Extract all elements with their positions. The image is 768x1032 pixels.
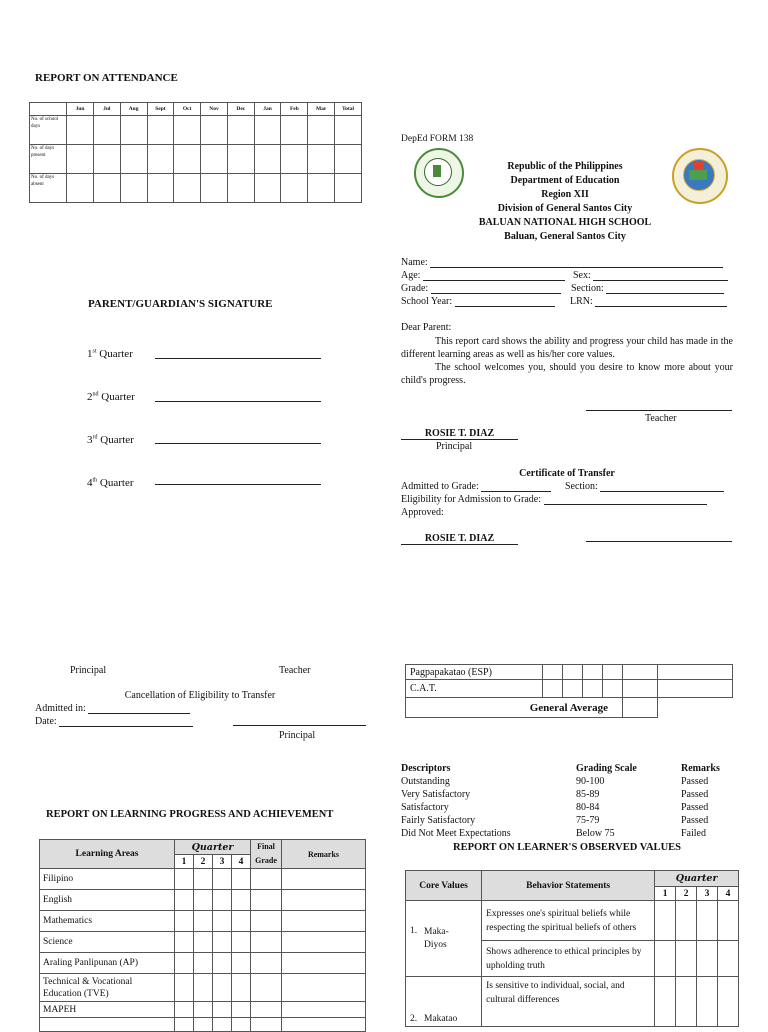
col-final-grade: Final Grade — [251, 840, 282, 869]
header-line: Region XII — [541, 189, 589, 200]
learning-area: Filipino — [40, 869, 175, 890]
esp-subject: C.A.T. — [406, 680, 543, 698]
quarter-2-label: 2nd Quarter — [87, 391, 135, 403]
table-row — [406, 665, 733, 680]
attendance-corner-cell — [30, 103, 67, 116]
month-header: Jul — [93, 103, 120, 116]
values-table — [405, 870, 739, 1027]
month-header: Sept — [147, 103, 174, 116]
attendance-row-label: No. of days present — [30, 145, 67, 174]
header-line: Department of Education — [510, 175, 620, 186]
behavior-statement: Expresses one's spiritual beliefs while respecting the spiritual beliefs of others — [482, 901, 655, 941]
col-behavior: Behavior Statements — [482, 871, 655, 901]
admitted-to-grade-field[interactable]: Admitted to Grade: — [401, 481, 551, 492]
descriptor-row: Fairly Satisfactory 75-79 Passed — [401, 815, 709, 826]
quarter-number: 1 — [655, 887, 676, 901]
cancellation-title: Cancellation of Eligibility to Transfer — [124, 690, 276, 701]
admitted-in-field[interactable]: Admitted in: — [35, 703, 190, 714]
general-average-row — [406, 698, 733, 718]
learning-table — [39, 839, 366, 1032]
approved-label: Approved: — [401, 507, 444, 518]
month-header: Oct — [174, 103, 201, 116]
age-field[interactable]: Age: — [401, 270, 565, 281]
transfer-section-field[interactable]: Section: — [565, 481, 724, 492]
cancellation-principal-label: Principal — [279, 730, 316, 741]
attendance-row-label: No. of school days — [30, 116, 67, 145]
date-field[interactable]: Date: — [35, 716, 193, 727]
month-header: Feb — [281, 103, 308, 116]
quarter-3-signature-line[interactable] — [155, 443, 321, 444]
general-average-label: General Average — [406, 698, 623, 718]
learning-area: Araling Panlipunan (AP) — [40, 953, 175, 974]
transfer-title: Certificate of Transfer — [519, 468, 615, 479]
core-value-makadiyos: 1. Maka-Diyos — [406, 901, 482, 977]
table-row — [406, 977, 739, 1027]
table-row — [40, 953, 366, 974]
table-row — [40, 890, 366, 911]
month-header: Aug — [120, 103, 147, 116]
name-field[interactable]: Name: — [401, 257, 723, 268]
header-line: Baluan, General Santos City — [504, 231, 626, 242]
month-header: Dec — [227, 103, 254, 116]
descriptor-row: Satisfactory 80-84 Passed — [401, 802, 709, 813]
col-quarter: Quarter — [175, 840, 251, 855]
attendance-row — [30, 116, 362, 145]
learning-area: English — [40, 890, 175, 911]
values-title: REPORT ON LEARNER'S OBSERVED VALUES — [453, 842, 681, 853]
descriptors-table — [401, 762, 720, 840]
letter-paragraph-2: The school welcomes you, should you desire to know more about your child's progress. — [401, 362, 733, 386]
teacher-signature-line[interactable] — [586, 410, 732, 411]
form-number: DepEd FORM 138 — [401, 134, 474, 144]
remarks-header: Remarks — [681, 763, 720, 774]
quarter-number: 1 — [175, 855, 194, 869]
left-principal-label: Principal — [70, 665, 107, 676]
quarter-number: 2 — [676, 887, 697, 901]
month-header: Total — [335, 103, 362, 116]
transfer-principal-name: ROSIE T. DIAZ — [401, 533, 518, 545]
table-row — [40, 1002, 366, 1018]
attendance-row — [30, 174, 362, 203]
behavior-statement: Is sensitive to individual, social, and cultural differences — [482, 977, 655, 1027]
header-line: BALUAN NATIONAL HIGH SCHOOL — [478, 217, 652, 228]
attendance-title: REPORT ON ATTENDANCE — [35, 72, 178, 84]
attendance-row-label: No. of days absent — [30, 174, 67, 203]
month-header: Jan — [254, 103, 281, 116]
sex-field[interactable]: Sex: — [573, 270, 728, 281]
esp-table — [405, 664, 733, 718]
learning-area: Mathematics — [40, 911, 175, 932]
quarter-4-signature-line[interactable] — [155, 484, 321, 485]
cancellation-principal-line[interactable] — [233, 725, 366, 726]
quarter-number: 4 — [232, 855, 251, 869]
eligibility-field[interactable]: Eligibility for Admission to Grade: — [401, 494, 707, 505]
table-row — [40, 1018, 366, 1032]
table-row — [406, 680, 733, 698]
grading-scale-header: Grading Scale — [576, 763, 637, 774]
quarter-number: 3 — [213, 855, 232, 869]
month-header: Jun — [67, 103, 94, 116]
learning-area: Science — [40, 932, 175, 953]
school-header — [440, 160, 690, 244]
quarter-number: 3 — [697, 887, 718, 901]
header-line: Division of General Santos City — [497, 203, 633, 214]
behavior-statement: Shows adherence to ethical principles by upholding truth — [482, 941, 655, 977]
month-header: Nov — [201, 103, 228, 116]
attendance-row — [30, 145, 362, 174]
school-year-field[interactable]: School Year: — [401, 296, 555, 307]
principal-name: ROSIE T. DIAZ — [401, 428, 518, 440]
quarter-2-signature-line[interactable] — [155, 401, 321, 402]
letter-salutation: Dear Parent: — [401, 322, 452, 333]
core-value-makatao: 2. Makatao — [406, 977, 482, 1027]
quarter-3-label: 3rd Quarter — [87, 434, 134, 446]
signature-title: PARENT/GUARDIAN'S SIGNATURE — [88, 298, 273, 310]
transfer-teacher-signature-line[interactable] — [586, 541, 732, 542]
left-teacher-label: Teacher — [279, 665, 311, 676]
table-row — [40, 869, 366, 890]
descriptor-header: Descriptors — [401, 763, 451, 774]
descriptor-row: Did Not Meet Expectations Below 75 Failed — [401, 828, 706, 839]
section-field[interactable]: Section: — [571, 283, 724, 294]
header-line: Republic of the Philippines — [507, 161, 623, 172]
quarter-1-label: 1st Quarter — [87, 348, 133, 360]
letter-paragraph-1: This report card shows the ability and progress your child has made in the different learning areas as well as his/her core values. — [401, 336, 733, 360]
learning-area: Technical & Vocational Education (TVE) — [40, 974, 175, 1002]
col-remarks: Remarks — [282, 840, 366, 869]
month-header: Mar — [308, 103, 335, 116]
attendance-table — [29, 102, 362, 203]
learning-area: MAPEH — [40, 1002, 175, 1018]
descriptor-row: Outstanding 90-100 Passed — [401, 776, 709, 787]
table-row — [406, 901, 739, 941]
learning-title: REPORT ON LEARNING PROGRESS AND ACHIEVEMENT — [46, 809, 334, 820]
principal-label: Principal — [436, 441, 473, 452]
col-core-values: Core Values — [406, 871, 482, 901]
table-row — [40, 932, 366, 953]
table-row — [40, 911, 366, 932]
descriptor-row: Very Satisfactory 85-89 Passed — [401, 789, 709, 800]
quarter-number: 2 — [194, 855, 213, 869]
quarter-4-label: 4th Quarter — [87, 477, 134, 489]
col-values-quarter: Quarter — [655, 871, 739, 887]
teacher-label: Teacher — [645, 413, 677, 424]
table-row — [40, 974, 366, 1002]
col-learning-areas: Learning Areas — [40, 840, 175, 869]
quarter-number: 4 — [718, 887, 739, 901]
grade-field[interactable]: Grade: — [401, 283, 561, 294]
quarter-1-signature-line[interactable] — [155, 358, 321, 359]
lrn-field[interactable]: LRN: — [570, 296, 727, 307]
esp-subject: Pagpapakatao (ESP) — [406, 665, 543, 680]
